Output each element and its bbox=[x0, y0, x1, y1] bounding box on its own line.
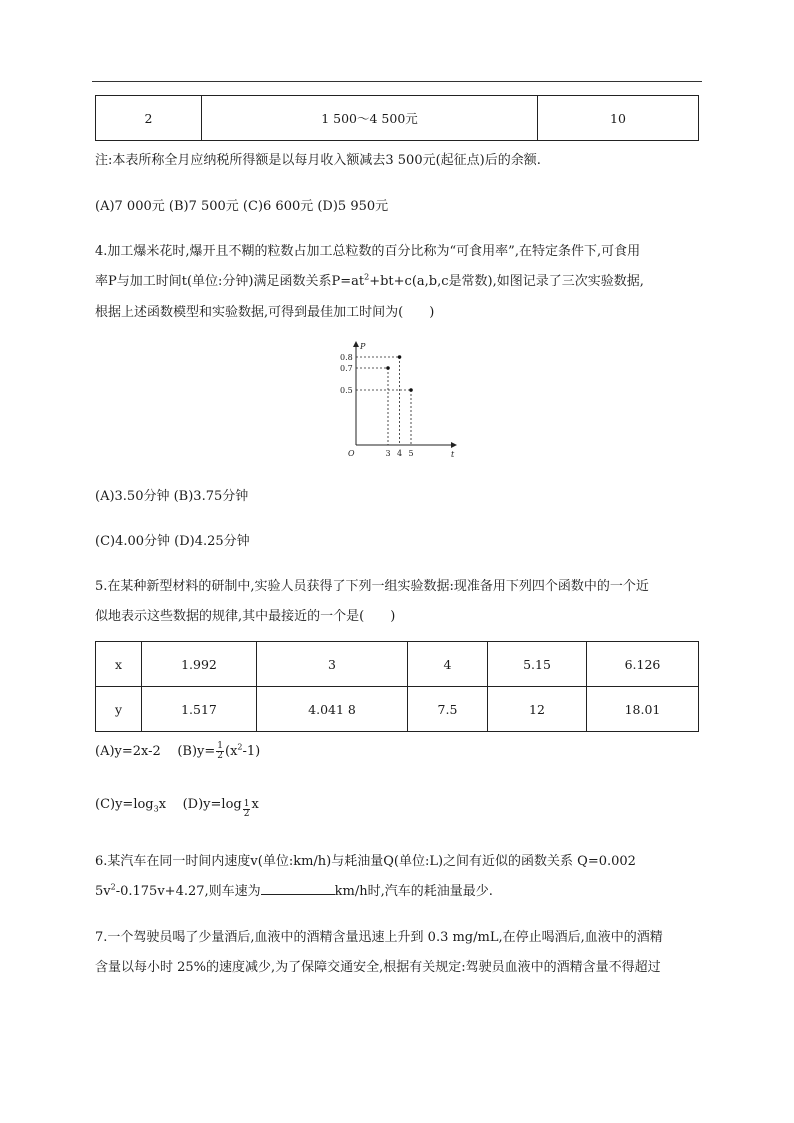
q5-line2: 似地表示这些数据的规律,其中最接近的一个是( ) bbox=[95, 609, 396, 624]
fraction-num: 1 bbox=[217, 741, 224, 751]
data-point bbox=[386, 366, 390, 370]
q6-line2 bbox=[95, 880, 493, 899]
q6-sup: 2 bbox=[110, 882, 116, 892]
q5-sup: 2 bbox=[237, 742, 243, 752]
y-tick-label: 0.8 bbox=[340, 353, 353, 362]
table-cell: 4.041 8 bbox=[257, 687, 408, 732]
q7-line2: 含量以每小时 25%的速度减少,为了保障交通安全,根据有关规定:驾驶员血液中的酒精含量不得超过 bbox=[95, 960, 661, 975]
q4-line2 bbox=[95, 270, 644, 289]
q6-line2-b: -0.175v+4.27,则车速为 bbox=[115, 884, 261, 899]
table-cell: 1.517 bbox=[142, 687, 257, 732]
table-cell: y bbox=[96, 687, 142, 732]
table-cell: 1.992 bbox=[142, 642, 257, 687]
q5-option-c-prefix: (C)y=log bbox=[95, 797, 154, 812]
experiment-table bbox=[95, 641, 699, 732]
y-tick-label: 0.5 bbox=[340, 386, 353, 395]
q5-option-b-post: (x bbox=[225, 744, 238, 759]
origin-label: O bbox=[348, 449, 355, 458]
tax-table bbox=[95, 95, 699, 141]
x-axis-label: t bbox=[451, 450, 455, 459]
x-tick-label: 5 bbox=[408, 449, 414, 458]
fraction-num: 1 bbox=[243, 799, 250, 809]
q6-line1: 6.某汽车在同一时间内速度v(单位:km/h)与耗油量Q(单位:L)之间有近似的函数关系 Q=0.002 bbox=[95, 854, 636, 869]
q4-line2-a: 率P与加工时间t(单位:分钟)满足函数关系P=at bbox=[95, 274, 365, 289]
table-cell: 12 bbox=[488, 687, 587, 732]
q4-sup: 2 bbox=[364, 272, 370, 282]
x-tick-label: 3 bbox=[385, 449, 391, 458]
q5-option-c-post: x bbox=[158, 797, 167, 812]
x-tick-label: 4 bbox=[397, 449, 403, 458]
table-cell: 10 bbox=[538, 96, 699, 141]
popcorn-chart bbox=[330, 338, 470, 460]
table-row-x bbox=[96, 642, 699, 687]
header-rule bbox=[92, 81, 702, 82]
q5-line1: 5.在某种新型材料的研制中,实验人员获得了下列一组实验数据:现准备用下列四个函数中的一个近 bbox=[95, 579, 649, 594]
table-cell: 18.01 bbox=[587, 687, 699, 732]
q5-option-a: (A)y=2x-2 bbox=[95, 744, 161, 759]
table-note: 注:本表所称全月应纳税所得额是以每月收入额减去3 500元(起征点)后的余额. bbox=[95, 153, 541, 168]
log-base-fraction bbox=[243, 800, 251, 819]
table-row bbox=[96, 96, 699, 141]
q4-line1: 4.加工爆米花时,爆开且不糊的粒数占加工总粒数的百分比称为“可食用率”,在特定条件下,可食用 bbox=[95, 244, 641, 259]
table-cell: 3 bbox=[257, 642, 408, 687]
q5-options-ab bbox=[95, 742, 260, 761]
table-cell: 5.15 bbox=[488, 642, 587, 687]
log-base: 3 bbox=[153, 804, 159, 814]
q5-options-cd bbox=[95, 797, 259, 819]
q3-options: (A)7 000元 (B)7 500元 (C)6 600元 (D)5 950元 bbox=[95, 199, 389, 214]
table-row-y bbox=[96, 687, 699, 732]
q5-option-d-prefix: (D)y=log bbox=[182, 797, 242, 812]
table-cell: 7.5 bbox=[408, 687, 488, 732]
table-cell: 4 bbox=[408, 642, 488, 687]
q5-option-b-prefix: (B)y= bbox=[177, 744, 216, 759]
fraction bbox=[216, 742, 224, 761]
q4-options-ab: (A)3.50分钟 (B)3.75分钟 bbox=[95, 489, 249, 504]
data-point bbox=[409, 388, 413, 392]
table-cell: x bbox=[96, 642, 142, 687]
q7-line1: 7.一个驾驶员喝了少量酒后,血液中的酒精含量迅速上升到 0.3 mg/mL,在停止喝酒后,血液中的酒精 bbox=[95, 930, 663, 945]
q6-line2-a: 5v bbox=[95, 884, 111, 899]
fraction-den: 2 bbox=[243, 809, 250, 819]
answer-blank bbox=[261, 882, 335, 895]
fraction-den: 2 bbox=[217, 751, 224, 761]
table-cell: 6.126 bbox=[587, 642, 699, 687]
q5-option-d-post: x bbox=[251, 797, 259, 812]
q4-line3: 根据上述函数模型和实验数据,可得到最佳加工时间为( ) bbox=[95, 305, 435, 320]
y-tick-label: 0.7 bbox=[340, 364, 353, 373]
table-cell: 1 500～4 500元 bbox=[202, 96, 538, 141]
table-cell: 2 bbox=[96, 96, 202, 141]
q4-options-cd: (C)4.00分钟 (D)4.25分钟 bbox=[95, 534, 250, 549]
q5-option-b-end: -1) bbox=[242, 744, 261, 759]
y-axis-label: P bbox=[360, 342, 366, 351]
q4-line2-b: +bt+c(a,b,c是常数),如图记录了三次实验数据, bbox=[369, 274, 644, 289]
data-point bbox=[398, 355, 402, 359]
q6-line2-c: km/h时,汽车的耗油量最少. bbox=[334, 884, 493, 899]
